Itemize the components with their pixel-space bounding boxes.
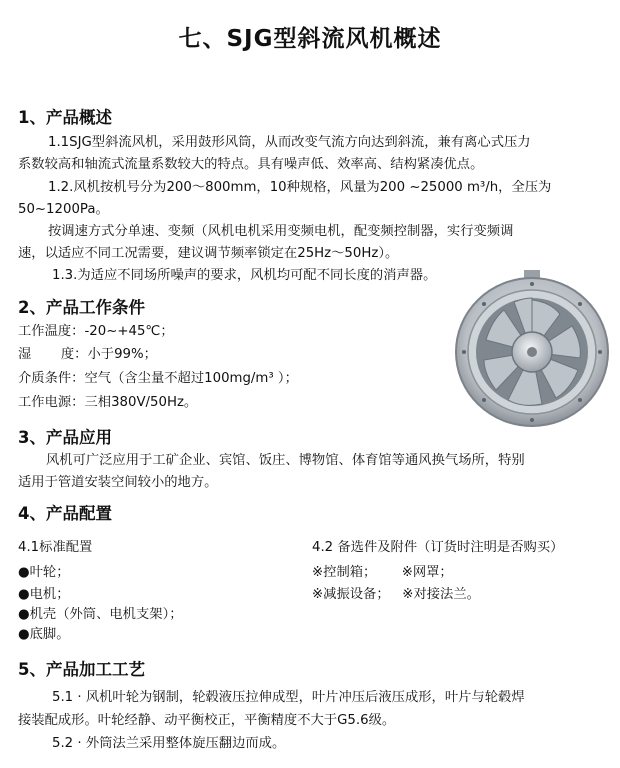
section-3-heading: 3、产品应用 — [18, 428, 112, 447]
s2-line-4: 工作电源：三相380V/50Hz。 — [18, 395, 198, 410]
s1-line-2: 系数较高和轴流式流量系数较大的特点。具有噪声低、效率高、结构紧凑优点。 — [18, 157, 484, 172]
optional-item: ※减振设备； ※对接法兰。 — [312, 587, 480, 602]
s5-line-1: 5.1 · 风机叶轮为钢制，轮毂液压拉伸成型，叶片冲压后液压成形，叶片与轮毂焊 — [52, 690, 525, 705]
s3-line-2: 适用于管道安装空间较小的地方。 — [18, 475, 218, 490]
standard-item: ●底脚。 — [18, 627, 70, 642]
standard-item: ●叶轮； — [18, 565, 70, 580]
section-2-heading: 2、产品工作条件 — [18, 298, 145, 317]
optional-item: ※控制箱； ※网罩； — [312, 565, 453, 580]
s1-line-1: 1.1SJG型斜流风机，采用鼓形风筒，从而改变气流方向达到斜流，兼有离心式压力 — [48, 135, 531, 150]
standard-config-title: 4.1标准配置 — [18, 540, 93, 555]
s1-line-7: 1.3.为适应不同场所噪声的要求，风机均可配不同长度的消声器。 — [52, 268, 437, 283]
s2-line-1: 工作温度：-20~+45℃； — [18, 324, 174, 339]
s1-line-5: 按调速方式分单速、变频（风机电机采用变频电机，配变频控制器，实行变频调 — [48, 224, 514, 239]
s5-line-3: 5.2 · 外筒法兰采用整体旋压翻边而成。 — [52, 736, 286, 751]
section-1-heading: 1、产品概述 — [18, 108, 112, 127]
optional-config-title: 4.2 备选件及附件（订货时注明是否购买） — [312, 540, 564, 555]
s1-line-4: 50~1200Pa。 — [18, 202, 109, 217]
s2-line-3: 介质条件：空气（含尘量不超过100mg/m³ ）； — [18, 371, 298, 386]
fan-image — [452, 270, 612, 430]
standard-item: ●电机； — [18, 587, 70, 602]
standard-item: ●机壳（外筒、电机支架）； — [18, 607, 183, 622]
s1-line-6: 速，以适应不同工况需要，建议调节频率锁定在25Hz～50Hz）。 — [18, 246, 399, 261]
s5-line-2: 接装配成形。叶轮经静、动平衡校正，平衡精度不大于G5.6级。 — [18, 713, 396, 728]
s2-line-2: 湿 度：小于99%； — [18, 347, 157, 362]
s3-line-1: 风机可广泛应用于工矿企业、宾馆、饭庄、博物馆、体育馆等通风换气场所，特别 — [46, 453, 525, 468]
s1-line-3: 1.2.风机按机号分为200～800mm，10种规格，风量为200 ~25000 m³/h，全压为 — [48, 180, 552, 195]
page-title: 七、SJG型斜流风机概述 — [178, 26, 442, 52]
section-5-heading: 5、产品加工工艺 — [18, 660, 145, 679]
section-4-heading: 4、产品配置 — [18, 504, 112, 523]
